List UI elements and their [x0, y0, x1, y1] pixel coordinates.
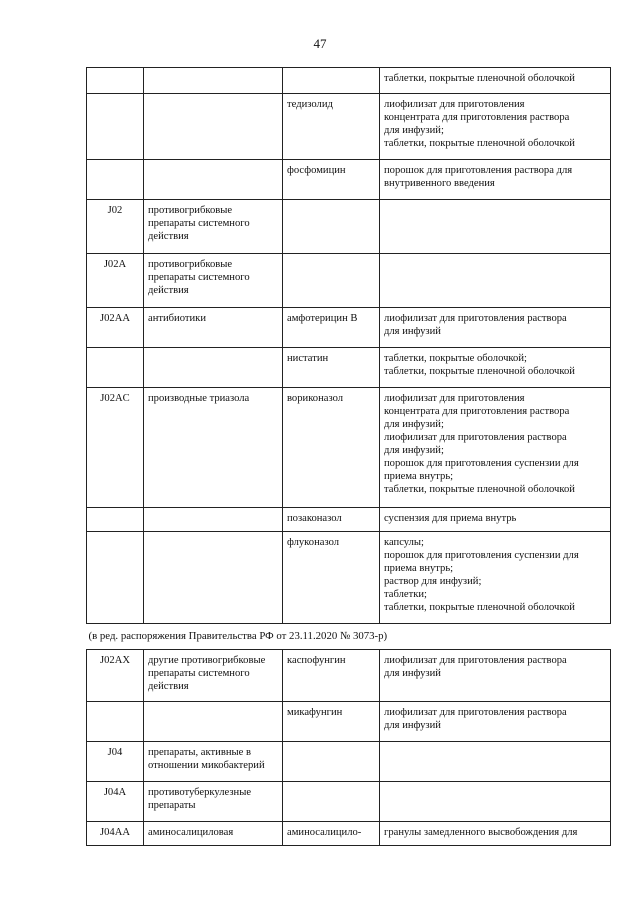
dosage-form-line: капсулы;	[384, 537, 424, 548]
dosage-form-line: концентрата для приготовления раствора	[384, 406, 570, 417]
atc-code-cell	[87, 160, 144, 200]
dosage-form-cell	[380, 742, 611, 782]
dosage-form-line: суспензия для приема внутрь	[384, 513, 517, 524]
dosage-form-line: лиофилизат для приготовления раствора	[384, 313, 567, 324]
dosage-form-line: внутривенного введения	[384, 178, 495, 189]
table-row	[87, 508, 611, 532]
table-row	[87, 650, 611, 702]
group-name-cell: другие противогрибковые препараты системного действия	[144, 650, 283, 702]
dosage-form-line: лиофилизат для приготовления	[384, 99, 525, 110]
table-row	[87, 160, 611, 200]
dosage-form-line: таблетки, покрытые пленочной оболочкой	[384, 602, 575, 613]
dosage-form-cell	[380, 94, 611, 160]
atc-code-cell: J04AA	[87, 822, 144, 846]
table-row	[87, 308, 611, 348]
dosage-form-line: таблетки, покрытые пленочной оболочкой	[384, 484, 575, 495]
dosage-form-cell	[380, 160, 611, 200]
dosage-form-line: приема внутрь;	[384, 563, 454, 574]
atc-code-cell	[87, 68, 144, 94]
dosage-form-line: порошок для приготовления суспензии для	[384, 458, 579, 469]
atc-code-cell: J02AX	[87, 650, 144, 702]
dosage-form-line: лиофилизат для приготовления раствора	[384, 655, 567, 666]
table-row	[87, 68, 611, 94]
drug-name-cell	[283, 254, 380, 308]
group-name-cell	[144, 160, 283, 200]
dosage-form-line: таблетки, покрытые пленочной оболочкой	[384, 73, 575, 84]
page-number: 47	[313, 36, 327, 51]
atc-code-cell	[87, 508, 144, 532]
group-name-cell	[144, 348, 283, 388]
dosage-form-cell	[380, 532, 611, 624]
dosage-form-line: таблетки, покрытые пленочной оболочкой	[384, 138, 575, 149]
dosage-form-cell	[380, 388, 611, 508]
atc-code-cell	[87, 348, 144, 388]
drug-table	[86, 67, 611, 846]
drug-name-cell: микафунгин	[283, 702, 380, 742]
dosage-form-line: таблетки;	[384, 589, 427, 600]
drug-name-cell: вориконазол	[283, 388, 380, 508]
group-name-cell: противогрибковые препараты системного действия	[144, 200, 283, 254]
group-name-cell: производные триазола	[144, 388, 283, 508]
dosage-form-cell	[380, 650, 611, 702]
table-row	[87, 782, 611, 822]
dosage-form-line: для инфузий	[384, 668, 441, 679]
dosage-form-line: таблетки, покрытые оболочкой;	[384, 353, 527, 364]
dosage-form-line: порошок для приготовления суспензии для	[384, 550, 579, 561]
drug-name-cell: амфотерицин В	[283, 308, 380, 348]
dosage-form-line: для инфузий	[384, 720, 441, 731]
group-name-cell	[144, 532, 283, 624]
dosage-form-line: для инфузий;	[384, 445, 444, 456]
table-row	[87, 200, 611, 254]
table-row	[87, 742, 611, 782]
drug-name-cell: флуконазол	[283, 532, 380, 624]
group-name-cell: аминосалициловая	[144, 822, 283, 846]
table-row	[87, 822, 611, 846]
group-name-cell: противотуберкулезные препараты	[144, 782, 283, 822]
atc-code-cell: J04A	[87, 782, 144, 822]
dosage-form-line: порошок для приготовления раствора для	[384, 165, 573, 176]
amendment-note-row	[87, 624, 611, 650]
table-row	[87, 348, 611, 388]
dosage-form-cell	[380, 822, 611, 846]
table-row	[87, 702, 611, 742]
drug-name-cell: фосфомицин	[283, 160, 380, 200]
group-name-cell	[144, 702, 283, 742]
atc-code-cell	[87, 94, 144, 160]
dosage-form-cell	[380, 782, 611, 822]
atc-code-cell	[87, 702, 144, 742]
group-name-cell: препараты, активные в отношении микобактерий	[144, 742, 283, 782]
atc-code-cell: J02AA	[87, 308, 144, 348]
drug-name-cell: аминосалицило-	[283, 822, 380, 846]
drug-name-cell: каспофунгин	[283, 650, 380, 702]
drug-name-cell: нистатин	[283, 348, 380, 388]
dosage-form-cell	[380, 308, 611, 348]
amendment-note: (в ред. распоряжения Правительства РФ от 23.11.2020 № 3073-р)	[87, 624, 611, 650]
atc-code-cell: J04	[87, 742, 144, 782]
table-row	[87, 532, 611, 624]
drug-name-cell	[283, 782, 380, 822]
table-row	[87, 94, 611, 160]
atc-code-cell	[87, 532, 144, 624]
group-name-cell	[144, 94, 283, 160]
drug-name-cell	[283, 68, 380, 94]
dosage-form-line: лиофилизат для приготовления раствора	[384, 432, 567, 443]
dosage-form-line: для инфузий	[384, 326, 441, 337]
dosage-form-cell	[380, 200, 611, 254]
dosage-form-cell	[380, 702, 611, 742]
group-name-cell: антибиотики	[144, 308, 283, 348]
dosage-form-line: лиофилизат для приготовления	[384, 393, 525, 404]
drug-name-cell: тедизолид	[283, 94, 380, 160]
dosage-form-cell	[380, 348, 611, 388]
group-name-cell	[144, 68, 283, 94]
drug-name-cell	[283, 200, 380, 254]
atc-code-cell: J02	[87, 200, 144, 254]
dosage-form-line: раствор для инфузий;	[384, 576, 482, 587]
dosage-form-line: лиофилизат для приготовления раствора	[384, 707, 567, 718]
dosage-form-line: для инфузий;	[384, 125, 444, 136]
group-name-cell: противогрибковые препараты системного действия	[144, 254, 283, 308]
group-name-cell	[144, 508, 283, 532]
dosage-form-line: приема внутрь;	[384, 471, 454, 482]
atc-code-cell: J02AC	[87, 388, 144, 508]
drug-name-cell	[283, 742, 380, 782]
dosage-form-line: концентрата для приготовления раствора	[384, 112, 570, 123]
dosage-form-cell	[380, 254, 611, 308]
dosage-form-cell	[380, 68, 611, 94]
table-row	[87, 388, 611, 508]
dosage-form-line: таблетки, покрытые пленочной оболочкой	[384, 366, 575, 377]
atc-code-cell: J02A	[87, 254, 144, 308]
dosage-form-line: гранулы замедленного высвобождения для	[384, 827, 578, 838]
dosage-form-cell	[380, 508, 611, 532]
drug-name-cell: позаконазол	[283, 508, 380, 532]
dosage-form-line: для инфузий;	[384, 419, 444, 430]
table-row	[87, 254, 611, 308]
